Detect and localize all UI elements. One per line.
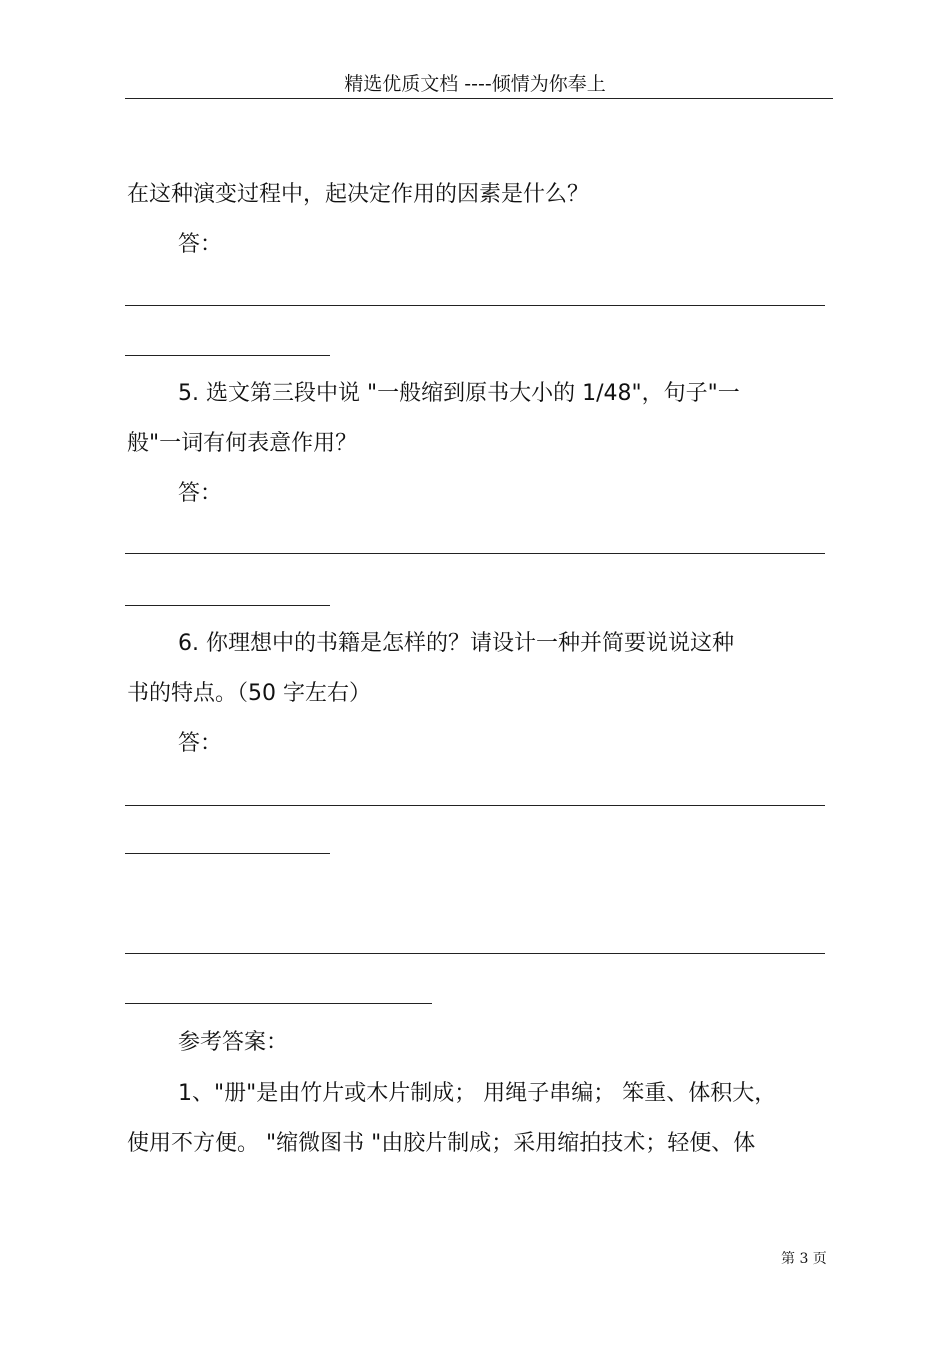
answer-blank-line-short bbox=[125, 355, 330, 356]
answer-1-line-2: 使用不方便。 "缩微图书 "由胶片制成；采用缩拍技术；轻便、体 bbox=[127, 1131, 756, 1156]
answer-blank-line bbox=[125, 553, 825, 554]
answer-blank-line bbox=[125, 805, 825, 806]
question-6-line-2: 书的特点。（50 字左右） bbox=[127, 681, 371, 706]
answer-blank-line bbox=[125, 953, 825, 954]
reference-answers-heading: 参考答案： bbox=[178, 1030, 289, 1055]
answer-label-q5: 答： bbox=[178, 481, 223, 506]
question-4-tail: 在这种演变过程中，起决定作用的因素是什么？ bbox=[127, 182, 590, 207]
page-number: 第 3 页 bbox=[781, 1251, 827, 1267]
answer-label-q4: 答： bbox=[178, 232, 223, 257]
page-header: 精选优质文档 ----倾情为你奉上 bbox=[344, 73, 606, 95]
answer-blank-line-short bbox=[125, 853, 330, 854]
question-5-line-1: 5. 选文第三段中说 "一般缩到原书大小的 1/48"，句子"一 bbox=[178, 381, 740, 406]
answer-label-q6: 答： bbox=[178, 731, 223, 756]
answer-blank-line-short bbox=[125, 605, 330, 606]
answer-blank-line bbox=[125, 305, 825, 306]
question-5-line-2: 般"一词有何表意作用？ bbox=[127, 431, 358, 456]
answer-1-line-1: 1、"册"是由竹片或木片制成； 用绳子串编； 笨重、体积大， bbox=[178, 1081, 777, 1106]
answer-blank-line-medium bbox=[125, 1003, 432, 1004]
question-6-line-1: 6. 你理想中的书籍是怎样的？请设计一种并简要说说这种 bbox=[178, 631, 734, 656]
header-rule bbox=[125, 98, 833, 99]
